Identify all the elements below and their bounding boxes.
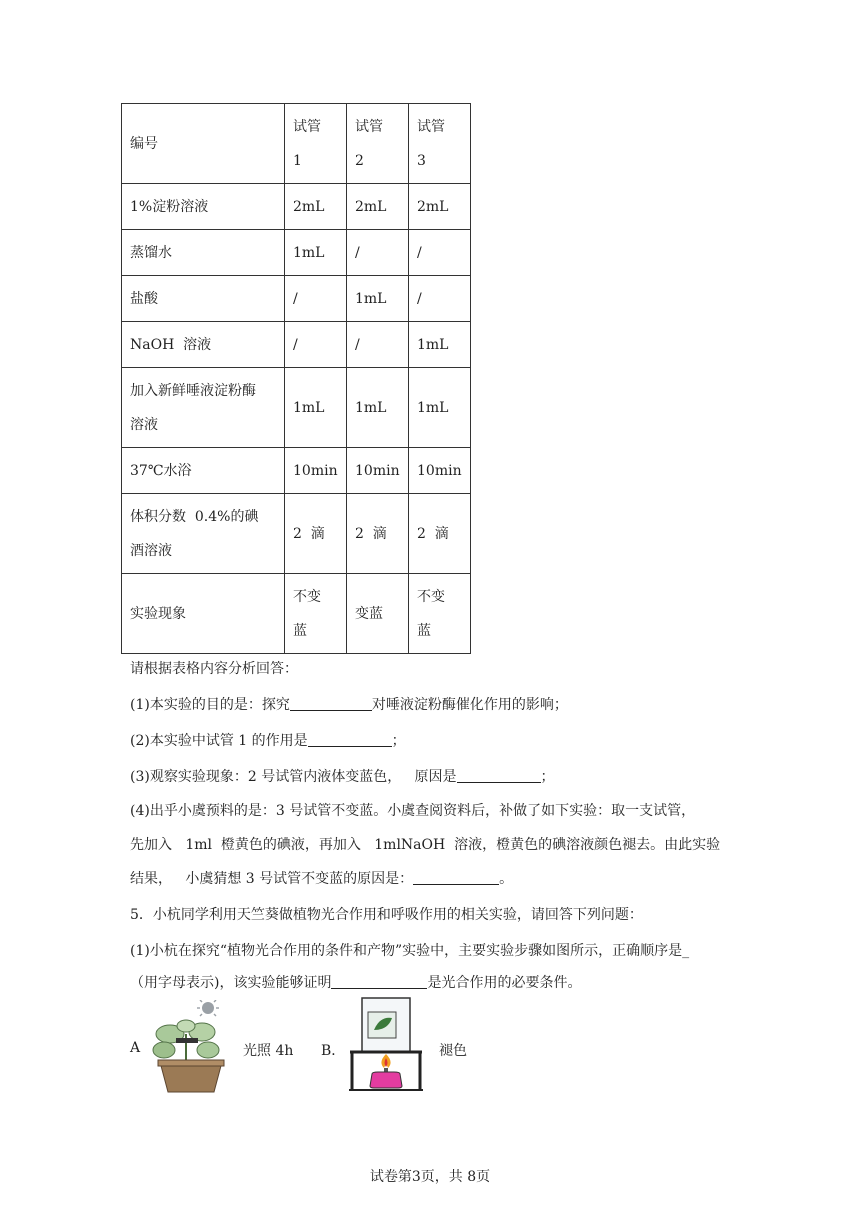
problem-5-text: 5．小杭同学利用天竺葵做植物光合作用和呼吸作用的相关实验，请回答下列问题： — [130, 907, 643, 923]
question-4-line-2: 先加入 1ml 橙黄色的碘液，再加入 1mlNaOH 溶液，橙黄色的碘溶液颜色褪去。由此实验 — [130, 837, 721, 853]
question-2: (2)本实验中试管 1 的作用是 ； — [130, 733, 406, 749]
table-row: 实验现象 不变 蓝 变蓝 不变 蓝 — [122, 574, 471, 654]
question-1: (1)本实验的目的是：探究 对唾液淀粉酶催化作用的影响； — [130, 697, 568, 713]
table-row: 体积分数 0.4%的碘 酒溶液 2 滴 2 滴 2 滴 — [122, 494, 471, 574]
answer-blank[interactable] — [457, 768, 541, 783]
answer-blank[interactable] — [290, 696, 372, 711]
water-bath-heating-figure — [348, 994, 424, 1092]
potted-plant-figure — [150, 1000, 232, 1096]
table-row: 蒸馏水 1mL / / — [122, 230, 471, 276]
figure-a-caption: 光照 4h — [243, 1043, 294, 1059]
table-row: 1%淀粉溶液 2mL 2mL 2mL — [122, 184, 471, 230]
question-3: (3)观察实验现象：2 号试管内液体变蓝色， 原因是 ； — [130, 769, 555, 785]
intro-text: 请根据表格内容分析回答： — [130, 661, 298, 677]
table-row: 加入新鲜唾液淀粉酶 溶液 1mL 1mL 1mL — [122, 368, 471, 448]
header-tube-2: 试管 2 — [347, 104, 409, 184]
question-4-line-3: 结果， 小虞猜想 3 号试管不变蓝的原因是： 。 — [130, 871, 514, 887]
answer-blank[interactable] — [413, 870, 499, 885]
page-footer: 试卷第3页，共 8页 — [369, 1169, 491, 1185]
header-tube-1: 试管 1 — [285, 104, 347, 184]
question-4-line-1: (4)出乎小虞预料的是：3 号试管不变蓝。小虞查阅资料后，补做了如下实验：取一支试管， — [130, 803, 696, 819]
table-row: 37℃水浴 10min 10min 10min — [122, 448, 471, 494]
problem-5-1-line-2: （用字母表示)，该实验能够证明 是光合作用的必要条件。 — [130, 975, 582, 991]
table-header-row — [122, 104, 471, 184]
answer-blank[interactable] — [331, 974, 427, 989]
header-tube-3: 试管 3 — [409, 104, 471, 184]
figure-b-letter: B． — [321, 1043, 346, 1059]
problem-5-1-line-1: (1)小杭在探究“植物光合作用的条件和产物”实验中，主要实验步骤如图所示，正确顺序是_ — [130, 943, 690, 959]
table-row: NaOH 溶液 / / 1mL — [122, 322, 471, 368]
figure-b-caption: 褪色 — [439, 1043, 467, 1059]
table-row: 盐酸 / 1mL / — [122, 276, 471, 322]
figure-a-letter: A — [130, 1040, 141, 1056]
header-label: 编号 — [122, 104, 285, 184]
experiment-table — [121, 103, 471, 654]
answer-blank[interactable] — [308, 732, 392, 747]
